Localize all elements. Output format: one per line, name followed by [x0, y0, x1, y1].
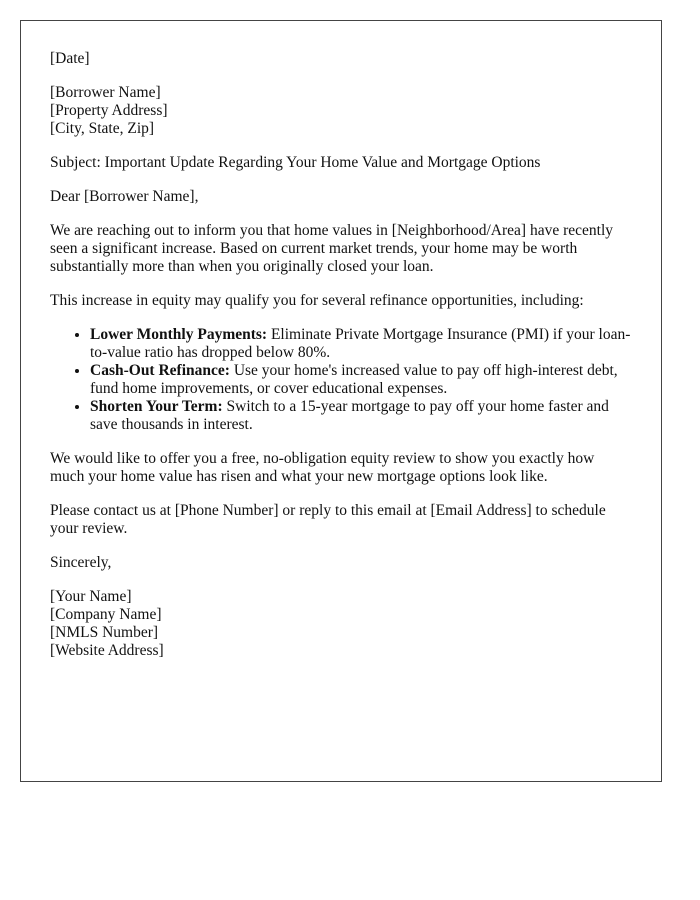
recipient-address-block — [50, 84, 632, 138]
signature-company: [Company Name] — [50, 606, 162, 623]
list-item — [90, 362, 632, 398]
recipient-city-state-zip: [City, State, Zip] — [50, 120, 155, 137]
option-text: Use your home's increased value to pay off high-interest debt, fund home improvements, or cover educational expenses. — [90, 362, 618, 397]
option-title: Cash-Out Refinance: — [90, 362, 230, 379]
option-title: Lower Monthly Payments: — [90, 326, 268, 343]
letter-date: [Date] — [50, 50, 90, 67]
signature-nmls: [NMLS Number] — [50, 624, 159, 641]
signature-block — [50, 588, 632, 660]
list-item — [90, 326, 632, 362]
letter-closing: Sincerely, — [50, 554, 112, 571]
refinance-options-list — [50, 326, 632, 434]
option-text: Switch to a 15-year mortgage to pay off your home faster and save thousands in interest. — [90, 398, 609, 433]
letter-salutation: Dear [Borrower Name], — [50, 188, 199, 205]
signature-name: [Your Name] — [50, 588, 132, 605]
offer-paragraph: We would like to offer you a free, no-obligation equity review to show you exactly how much your home value has risen and what your new mortgage options look like. — [50, 450, 595, 485]
contact-paragraph: Please contact us at [Phone Number] or reply to this email at [Email Address] to schedule your review. — [50, 502, 606, 537]
signature-website: [Website Address] — [50, 642, 164, 659]
option-text: Eliminate Private Mortgage Insurance (PMI) if your loan-to-value ratio has dropped below 80%. — [90, 326, 631, 361]
recipient-property-address: [Property Address] — [50, 102, 168, 119]
recipient-name: [Borrower Name] — [50, 84, 161, 101]
intro-paragraph: We are reaching out to inform you that home values in [Neighborhood/Area] have recently seen a significant increase. Based on current market trends, your home may be worth substantially more than when you originally closed your loan. — [50, 222, 614, 275]
list-item — [90, 398, 632, 434]
letter-subject: Subject: Important Update Regarding Your Home Value and Mortgage Options — [50, 154, 541, 171]
letter-page — [20, 20, 662, 782]
equity-paragraph: This increase in equity may qualify you for several refinance opportunities, including: — [50, 292, 584, 309]
option-title: Shorten Your Term: — [90, 398, 223, 415]
